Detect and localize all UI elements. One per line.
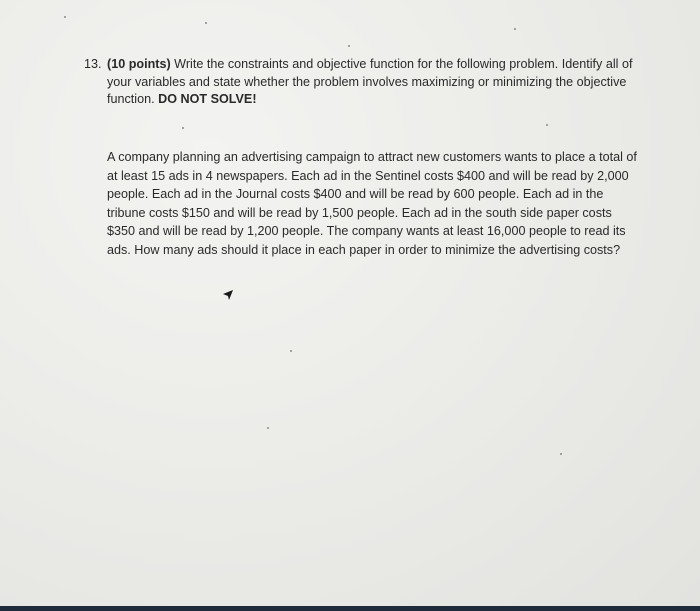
paper-speck <box>514 28 516 30</box>
problem-scenario: A company planning an advertising campaign to attract new customers wants to place a total of at least 15 ads in 4 newspapers. Each ad in the Sentinel costs $400 and will be read by 2,000 people. Each ad in the Journal costs $400 and will be read by 600 people. Each ad in the tribune costs $150 and will be read by 1,500 people. Each ad in the south side paper costs $350 and will be read by 1,200 people. The company wants at least 16,000 people to read its ads. How many ads should it place in each paper in order to minimize the advertising costs? <box>107 150 637 257</box>
question-emphasis: DO NOT SOLVE! <box>158 92 257 106</box>
paper-speck <box>182 127 184 129</box>
paper-speck <box>267 427 269 429</box>
mouse-pointer-icon <box>221 288 235 302</box>
question-instructions: Write the constraints and objective function for the following problem. Identify all of your variables and state whether the problem involves maximizing or minimizing the objective function. <box>107 57 633 106</box>
paper-speck <box>546 124 548 126</box>
question-block <box>84 56 644 109</box>
paper-speck <box>560 453 562 455</box>
paper-speck <box>64 16 66 18</box>
question-number: 13. <box>84 57 102 71</box>
paper-speck <box>348 45 350 47</box>
paper-speck <box>290 350 292 352</box>
question-prompt <box>107 56 644 109</box>
question-points: (10 points) <box>107 57 171 71</box>
bottom-edge <box>0 606 700 611</box>
paper-speck <box>205 22 207 24</box>
